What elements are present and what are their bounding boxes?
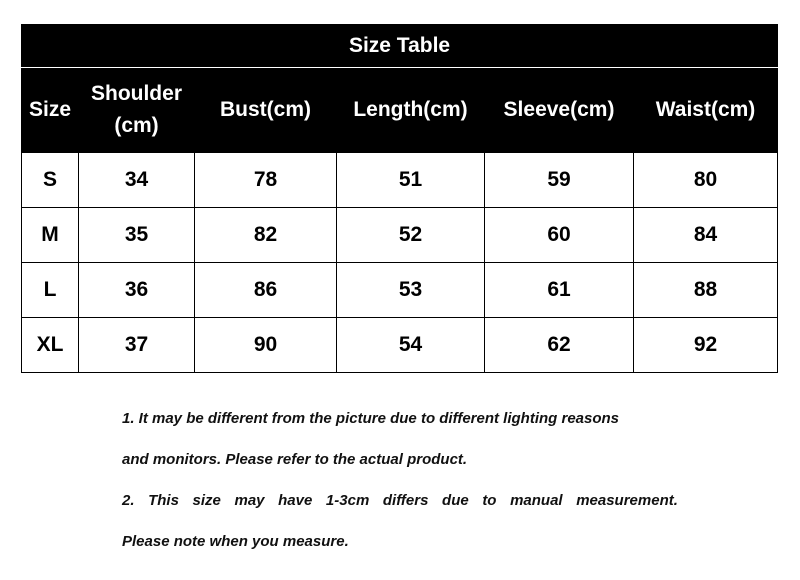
measurement-cell: 61: [485, 263, 634, 318]
note-line-4: Please note when you measure.: [122, 533, 349, 550]
table-row: [22, 263, 778, 318]
column-header-text: Waist(cm): [655, 98, 756, 121]
size-table: [21, 24, 778, 373]
column-header-text: Shoulder: [90, 82, 182, 105]
measurement-cell: 90: [195, 318, 337, 373]
table-row: [22, 318, 778, 373]
size-cell: S: [22, 153, 79, 208]
title-row: [22, 25, 778, 68]
column-header-text: Sleeve(cm): [503, 98, 615, 121]
measurement-cell: 60: [485, 208, 634, 263]
measurement-cell: 36: [79, 263, 195, 318]
note-line-2: and monitors. Please refer to the actual product.: [122, 451, 468, 468]
measurement-cell: 92: [634, 318, 778, 373]
measurement-cell: 62: [485, 318, 634, 373]
column-header: [485, 68, 634, 153]
column-header: [195, 68, 337, 153]
note-word: 2.: [122, 492, 135, 509]
note-word: measurement.: [576, 492, 678, 509]
measurement-cell: 88: [634, 263, 778, 318]
measurement-cell: 59: [485, 153, 634, 208]
size-cell: XL: [22, 318, 79, 373]
column-header-text: Size: [28, 98, 72, 121]
note-line-1: 1. It may be different from the picture due to different lighting reasons: [122, 410, 620, 427]
note-word: may: [234, 492, 265, 509]
measurement-cell: 54: [337, 318, 485, 373]
measurement-cell: 78: [195, 153, 337, 208]
note-word: due: [442, 492, 469, 509]
column-header-text: (cm): [114, 114, 159, 137]
note-word: 1-3cm: [325, 492, 370, 509]
column-header: [337, 68, 485, 153]
note-word: manual: [510, 492, 563, 509]
column-header: [634, 68, 778, 153]
note-word: differs: [382, 492, 429, 509]
column-header-text: Bust(cm): [219, 98, 311, 121]
table-row: [22, 208, 778, 263]
size-cell: M: [22, 208, 79, 263]
note-word: size: [192, 492, 221, 509]
measurement-cell: 53: [337, 263, 485, 318]
note-word: to: [482, 492, 497, 509]
size-cell: L: [22, 263, 79, 318]
column-header: [79, 68, 195, 153]
table-body: [22, 153, 778, 373]
measurement-cell: 82: [195, 208, 337, 263]
notes: [122, 404, 678, 568]
measurement-cell: 86: [195, 263, 337, 318]
table-row: [22, 153, 778, 208]
note-word: This: [148, 492, 179, 509]
measurement-cell: 37: [79, 318, 195, 373]
note-word: have: [278, 492, 313, 509]
measurement-cell: 34: [79, 153, 195, 208]
measurement-cell: 84: [634, 208, 778, 263]
measurement-cell: 35: [79, 208, 195, 263]
note-line-3: [122, 486, 678, 527]
measurement-cell: 51: [337, 153, 485, 208]
column-header: [22, 68, 79, 153]
column-header-text: Length(cm): [353, 98, 468, 121]
measurement-cell: 80: [634, 153, 778, 208]
table-title: Size Table: [22, 25, 778, 68]
measurement-cell: 52: [337, 208, 485, 263]
header-row: [22, 68, 778, 153]
